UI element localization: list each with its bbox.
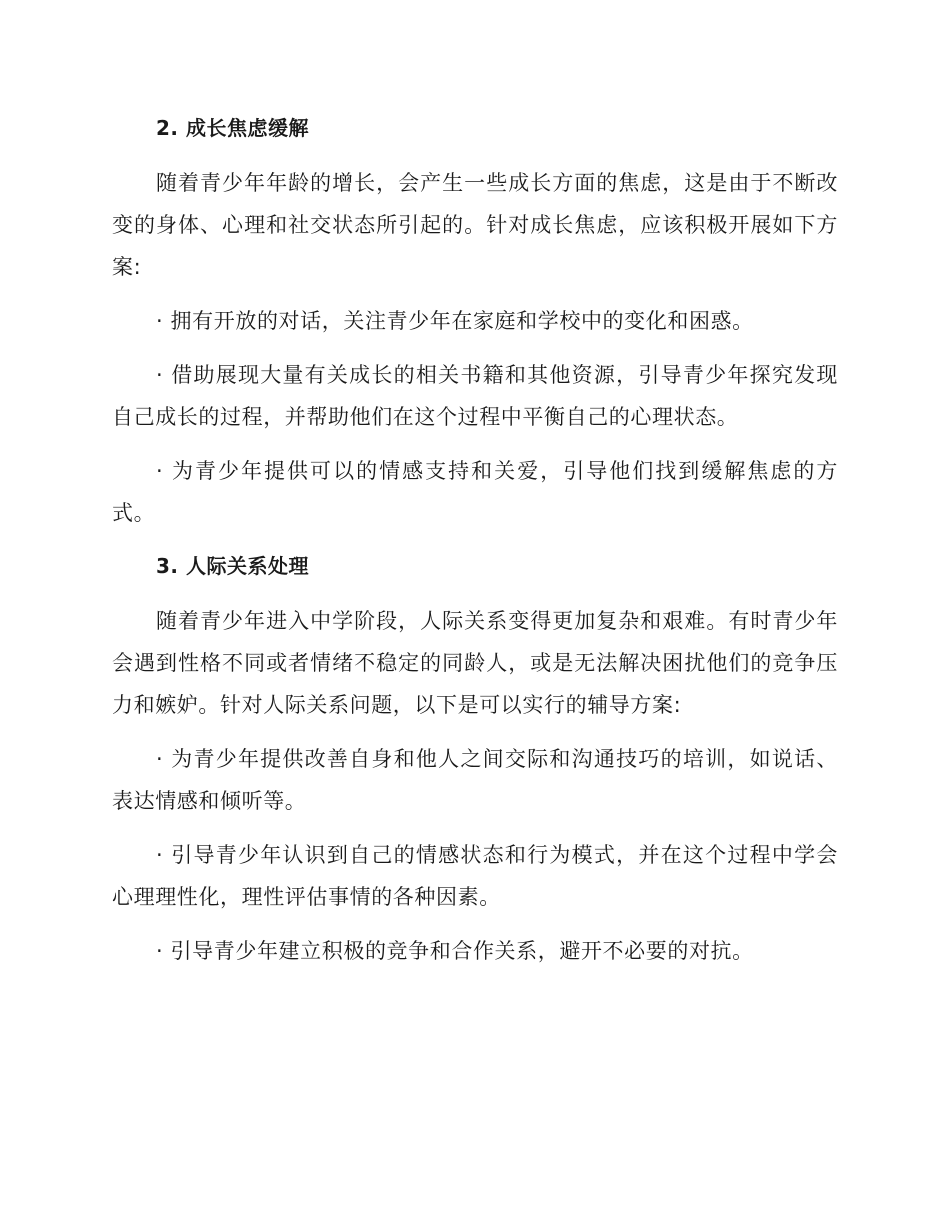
section-growth-anxiety [112, 108, 838, 534]
paragraph: 随着青少年进入中学阶段，人际关系变得更加复杂和艰难。有时青少年会遇到性格不同或者情绪不稳定的同龄人，或是无法解决困扰他们的竞争压力和嫉妒。针对人际关系问题，以下是可以实行的辅导方案: [112, 609, 838, 717]
section-heading: 3. 人际关系处理 [156, 554, 309, 578]
bullet-item: · 引导青少年认识到自己的情感状态和行为模式，并在这个过程中学会心理理性化，理性评估事情的各种因素。 [112, 843, 838, 909]
bullet-item: · 拥有开放的对话，关注青少年在家庭和学校中的变化和困惑。 [156, 309, 754, 333]
bullet-item: · 为青少年提供改善自身和他人之间交际和沟通技巧的培训，如说话、表达情感和倾听等。 [112, 747, 838, 813]
bullet-item: · 为青少年提供可以的情感支持和关爱，引导他们找到缓解焦虑的方式。 [112, 459, 838, 525]
bullet-item: · 借助展现大量有关成长的相关书籍和其他资源，引导青少年探究发现自己成长的过程，并帮助他们在这个过程中平衡自己的心理状态。 [112, 363, 838, 429]
paragraph: 随着青少年年龄的增长，会产生一些成长方面的焦虑，这是由于不断改变的身体、心理和社交状态所引起的。针对成长焦虑，应该积极开展如下方案: [112, 171, 838, 279]
document-page [112, 108, 838, 984]
section-heading: 2. 成长焦虑缓解 [156, 116, 309, 140]
bullet-item: · 引导青少年建立积极的竞争和合作关系，避开不必要的对抗。 [156, 939, 754, 963]
section-interpersonal [112, 546, 838, 972]
